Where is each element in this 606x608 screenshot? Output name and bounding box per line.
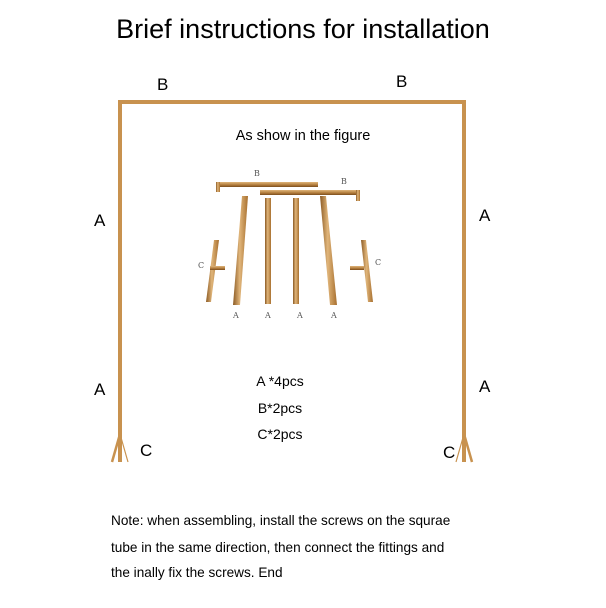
- part-a-4: [320, 196, 337, 305]
- parts-figure: [198, 169, 381, 320]
- label-left-lower-a: A: [94, 380, 106, 399]
- frame-top-bar: [118, 100, 466, 104]
- part-a-3: [293, 198, 299, 304]
- label-left-upper-a: A: [94, 211, 106, 230]
- label-right-lower-a: A: [479, 377, 491, 396]
- fig-label-c-right: C: [375, 258, 382, 267]
- note-line-3: the inally fix the screws. End: [111, 565, 283, 580]
- fig-label-a4: A: [331, 311, 337, 320]
- note-line-1: Note: when assembling, install the screws on the squrae: [111, 513, 451, 528]
- fig-label-a1: A: [233, 311, 239, 320]
- parts-count-c: C*2pcs: [257, 426, 303, 442]
- parts-count-a: A *4pcs: [256, 373, 304, 389]
- label-right-upper-a: A: [479, 206, 491, 225]
- part-c-left: [206, 240, 225, 302]
- fig-label-a2: A: [265, 311, 271, 320]
- fig-label-a3: A: [297, 311, 303, 320]
- label-foot-right-c: C: [443, 443, 456, 462]
- figure-caption: As show in the figure: [235, 128, 371, 144]
- parts-count-b: B*2pcs: [257, 400, 303, 416]
- part-c-right: [350, 240, 373, 302]
- fig-label-c-left: C: [198, 261, 205, 270]
- part-a-1: [233, 196, 248, 305]
- note-line-2: tube in the same direction, then connect the fittings and: [111, 540, 445, 555]
- label-top-right-b: B: [396, 72, 408, 91]
- part-a-2: [265, 198, 271, 304]
- part-b-2: [260, 190, 360, 201]
- fig-label-b1: B: [254, 169, 260, 178]
- label-foot-left-c: C: [140, 441, 153, 460]
- page-title: Brief instructions for installation: [116, 14, 490, 44]
- label-top-left-b: B: [157, 75, 169, 94]
- fig-label-b2: B: [341, 177, 347, 186]
